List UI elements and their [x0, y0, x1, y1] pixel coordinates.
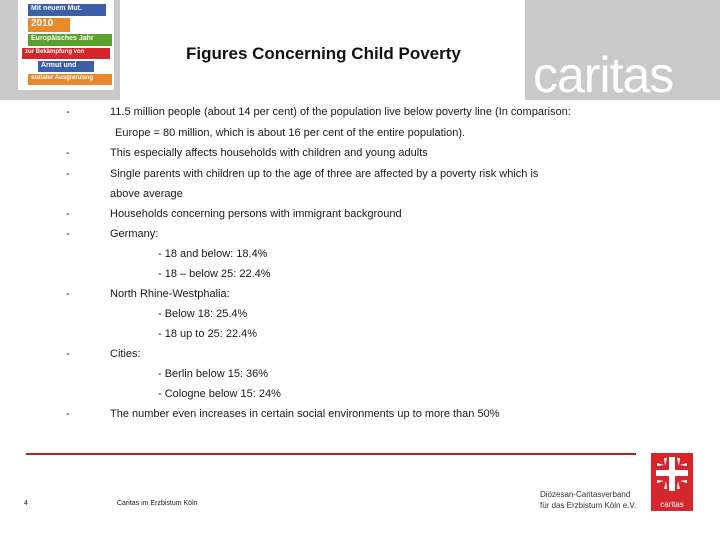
logo-line-3: Europäisches Jahr	[28, 34, 112, 46]
bullet-marker: -	[66, 147, 70, 159]
bullet-marker: -	[66, 208, 70, 220]
bullet-text: Single parents with children up to the age of three are affected by a poverty risk which is	[110, 168, 539, 180]
logo-line-6: sozialer Ausgrenzung	[28, 74, 112, 85]
bullet-marker: -	[66, 408, 70, 420]
sub-item: - Cologne below 15: 24%	[158, 388, 281, 400]
logo-label: caritas	[660, 500, 684, 509]
bullet-marker: -	[66, 348, 70, 360]
bullet-text: Households concerning persons with immigrant background	[110, 208, 402, 220]
logo-line-1: Mit neuem Mut.	[28, 4, 106, 16]
page-title: Figures Concerning Child Poverty	[186, 44, 461, 63]
bullet-text-continued: Europe = 80 million, which is about 16 per cent of the entire population).	[115, 127, 466, 139]
footer-divider	[26, 453, 636, 455]
sub-item: - 18 – below 25: 22.4%	[158, 268, 271, 280]
bullet-text: Germany:	[110, 228, 159, 240]
bullet-text: Cities:	[110, 348, 141, 360]
caritas-flame-cross-icon	[651, 453, 693, 511]
bullet-text: 11.5 million people (about 14 per cent) of the population live below poverty line (In comparison:	[110, 106, 571, 118]
bullet-text: This especially affects households with children and young adults	[110, 147, 428, 159]
bullet-text: The number even increases in certain social environments up to more than 50%	[110, 408, 500, 420]
european-year-logo	[18, 0, 114, 90]
bullet-marker: -	[66, 228, 70, 240]
caritas-wordmark: caritas	[533, 47, 674, 103]
bullet-marker: -	[66, 168, 70, 180]
org-name-line-2: für das Erzbistum Köln e.V.	[540, 501, 637, 510]
bullet-marker: -	[66, 106, 70, 118]
sub-item: - 18 up to 25: 22.4%	[158, 328, 258, 340]
logo-line-2: 2010	[28, 18, 70, 32]
sub-item: - 18 and below: 18.4%	[158, 248, 268, 260]
bullet-marker: -	[66, 288, 70, 300]
sub-item: - Berlin below 15: 36%	[158, 368, 269, 380]
footer-text: Caritas im Erzbistum Köln	[117, 500, 198, 507]
logo-line-5: Armut und	[38, 61, 94, 72]
sub-item: - Below 18: 25.4%	[158, 308, 248, 320]
org-name-line-1: Diözesan-Caritasverband	[540, 490, 631, 499]
bullet-text-continued: above average	[110, 188, 183, 200]
logo-line-4: zur Bekämpfung von	[22, 48, 110, 59]
page-number: 4	[24, 500, 28, 507]
bullet-text: North Rhine-Westphalia:	[110, 288, 230, 300]
